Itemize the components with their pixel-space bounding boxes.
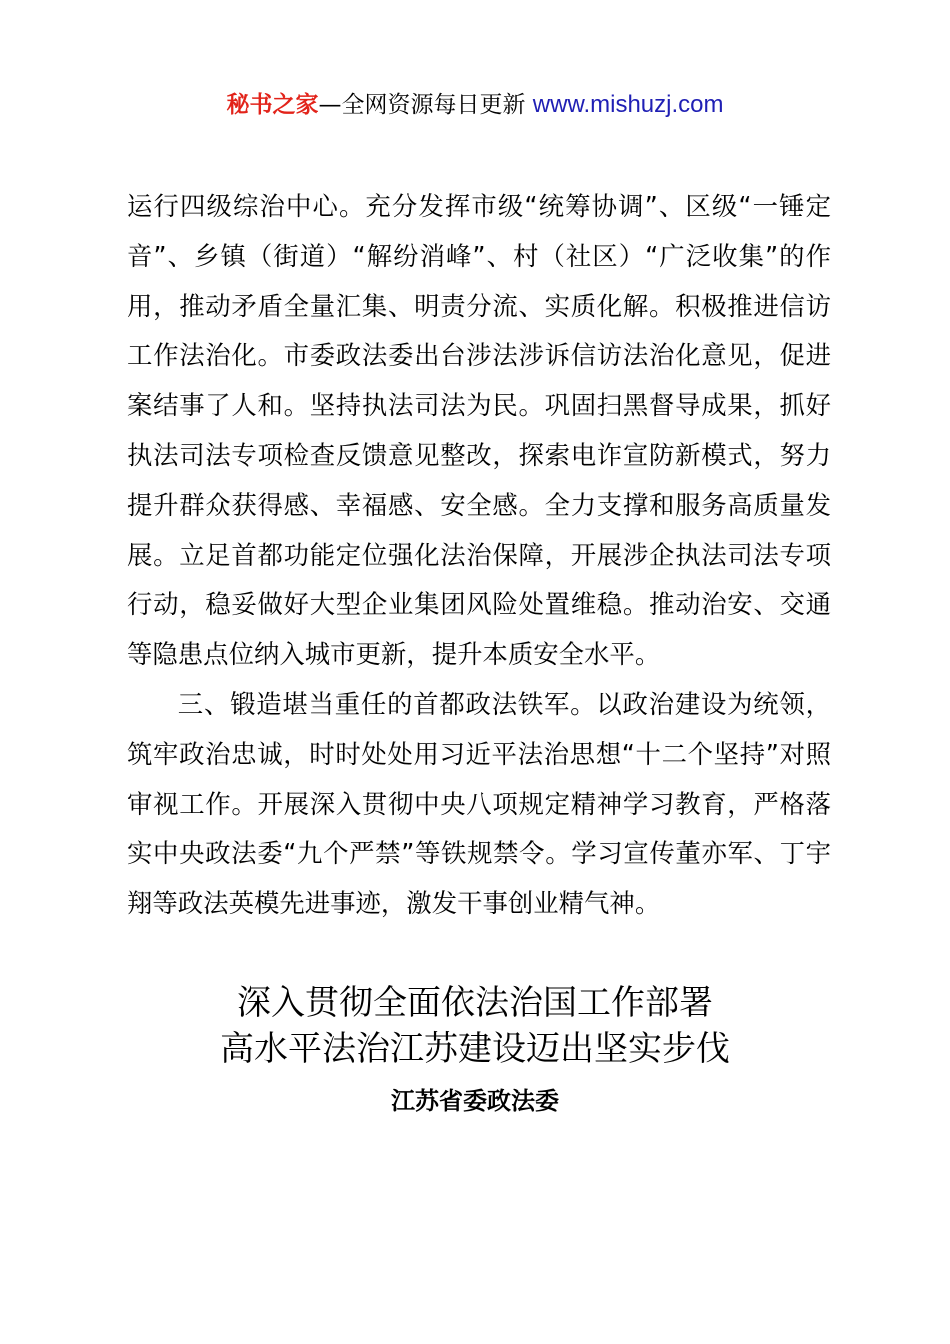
site-url-link[interactable]: www.mishuzj.com (532, 91, 724, 118)
body-paragraph: 运行四级综治中心。充分发挥市级“统筹协调”、区级“一锤定音”、乡镇（街道）“解纷消峰”、村（社区）“广泛收集”的作用，推动矛盾全量汇集、明责分流、实质化解。积极推进信访工作法治化。市委政法委出台涉法涉诉信访法治化意见，促进案结事了人和。坚持执法司法为民。巩固扫黑督导成果，抓好执法司法专项检查反馈意见整改，探索电诈宣防新模式，努力提升群众获得感、幸福感、安全感。全力支撑和服务高质量发展。立足首都功能定位强化法治保障，开展涉企执法司法专项行动，稳妥做好大型企业集团风险处置维稳。推动治安、交通等隐患点位纳入城市更新，提升本质安全水平。 (127, 191, 831, 670)
brand-name: 秘书之家 (226, 92, 319, 118)
body-text (127, 182, 831, 929)
article-title-line-2: 高水平法治江苏建设迈出坚实步伐 (220, 1029, 730, 1069)
article-heading (0, 980, 950, 1118)
body-paragraph: 三、锻造堪当重任的首都政法铁军。以政治建设为统领，筑牢政治忠诚，时时处处用习近平法治思想“十二个坚持”对照审视工作。开展深入贯彻中央八项规定精神学习教育，严格落实中央政法委“九个严禁”等铁规禁令。学习宣传董亦军、丁宇翔等政法英模先进事迹，激发干事创业精气神。 (127, 688, 831, 919)
article-title-line-1: 深入贯彻全面依法治国工作部署 (237, 983, 713, 1023)
page-header (0, 88, 950, 122)
article-author: 江苏省委政法委 (391, 1087, 559, 1115)
header-tagline: —全网资源每日更新 (318, 92, 533, 118)
